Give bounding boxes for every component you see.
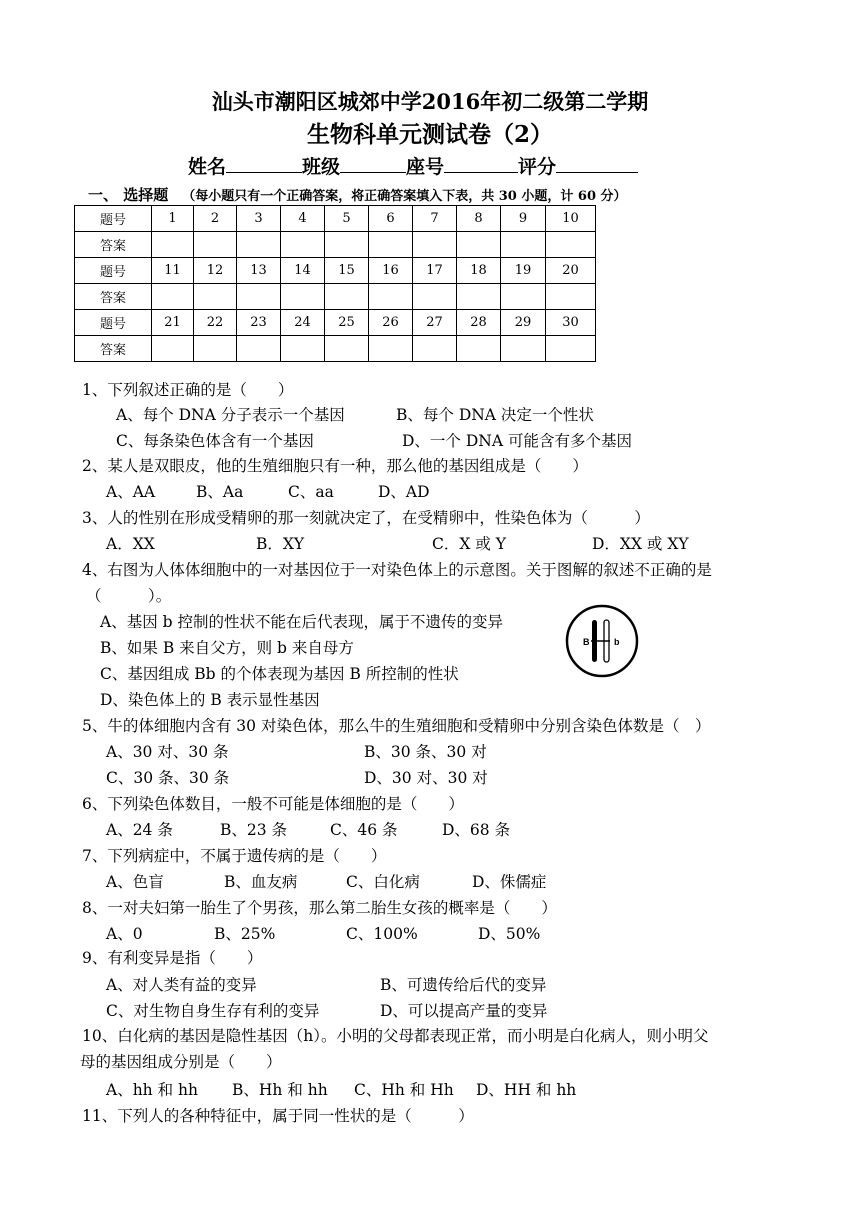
answer-cell[interactable] (194, 284, 237, 310)
question-9-option: D、可以提高产量的变异 (380, 1002, 548, 1020)
question-5-option: D、30 对、30 对 (364, 769, 488, 787)
answer-cell[interactable] (501, 232, 546, 258)
question-number-cell: 13 (237, 258, 281, 284)
gene-label-b: b (614, 637, 620, 647)
question-10-option: A、hh 和 hh (106, 1081, 198, 1099)
name-blank[interactable] (226, 154, 302, 173)
answer-cell[interactable] (501, 336, 546, 362)
question-number-cell: 28 (457, 310, 501, 336)
answer-row-label: 答案 (75, 336, 152, 362)
answer-cell[interactable] (325, 336, 369, 362)
question-10-option: B、Hh 和 hh (232, 1081, 328, 1099)
question-number-cell: 3 (237, 206, 281, 232)
answer-cell[interactable] (325, 232, 369, 258)
question-1-stem: 1、下列叙述正确的是（ ） (82, 381, 294, 399)
class-label: 班级 (302, 156, 341, 178)
question-number-cell: 25 (325, 310, 369, 336)
question-number-cell: 10 (546, 206, 596, 232)
answer-cell[interactable] (281, 336, 325, 362)
question-8-option: B、25% (214, 925, 276, 943)
question-5-option: A、30 对、30 条 (106, 743, 229, 761)
question-7-option: C、白化病 (346, 873, 420, 891)
answer-cell[interactable] (546, 284, 596, 310)
answer-cell[interactable] (457, 336, 501, 362)
question-3-option: D．XX 或 XY (592, 535, 689, 553)
question-number-cell: 24 (281, 310, 325, 336)
question-5-option: C、30 条、30 条 (106, 769, 230, 787)
question-8-option: A、0 (106, 925, 143, 943)
gene-label-B: B (583, 637, 590, 647)
number-row-label: 题号 (75, 206, 152, 232)
question-3-stem: 3、人的性别在形成受精卵的那一刻就决定了，在受精卵中，性染色体为（ ） (82, 509, 650, 527)
answer-cell[interactable] (546, 336, 596, 362)
question-4-option: C、基因组成 Bb 的个体表现为基因 B 所控制的性状 (100, 665, 459, 683)
question-9-option: A、对人类有益的变异 (106, 976, 257, 994)
question-1-option: A、每个 DNA 分子表示一个基因 (116, 406, 345, 424)
question-number-cell: 23 (237, 310, 281, 336)
question-3-option: B．XY (256, 535, 305, 553)
question-4-option: D、染色体上的 B 表示显性基因 (100, 691, 320, 709)
answer-cell[interactable] (369, 284, 413, 310)
question-6-stem: 6、下列染色体数目，一般不可能是体细胞的是（ ） (82, 795, 464, 813)
question-number-cell: 6 (369, 206, 413, 232)
section-title: 一、 选择题 (88, 186, 169, 204)
question-9-option: B、可遗传给后代的变异 (380, 976, 547, 994)
question-8-option: D、50% (478, 925, 541, 943)
section-heading (88, 184, 627, 205)
answer-cell[interactable] (237, 336, 281, 362)
question-7-option: A、色盲 (106, 873, 164, 891)
question-number-cell: 22 (194, 310, 237, 336)
answer-cell[interactable] (281, 232, 325, 258)
question-5-option: B、30 条、30 对 (364, 743, 487, 761)
question-3-option: C．X 或 Y (432, 535, 506, 553)
answer-row (75, 336, 596, 362)
question-4-stem: 4、右图为人体体细胞中的一对基因位于一对染色体上的示意图。关于图解的叙述不正确的是 (82, 561, 712, 579)
question-4-stem: （ ）。 (86, 587, 172, 605)
question-10-stem: 母的基因组成分别是（ ） (80, 1053, 282, 1071)
answer-cell[interactable] (325, 284, 369, 310)
question-1-option: C、每条染色体含有一个基因 (116, 432, 314, 450)
question-number-cell: 1 (152, 206, 194, 232)
number-row (75, 258, 596, 284)
question-11-stem: 11、下列人的各种特征中，属于同一性状的是（ ） (82, 1107, 474, 1125)
question-number-cell: 26 (369, 310, 413, 336)
seat-blank[interactable] (444, 154, 518, 173)
question-2-option: B、Aa (196, 483, 244, 501)
seat-label: 座号 (406, 156, 445, 178)
student-info-line (188, 152, 638, 179)
answer-row-label: 答案 (75, 284, 152, 310)
answer-table (74, 205, 596, 362)
question-8-option: C、100% (346, 925, 418, 943)
question-6-option: C、46 条 (330, 821, 398, 839)
answer-row (75, 232, 596, 258)
answer-cell[interactable] (281, 284, 325, 310)
question-10-option: C、Hh 和 Hh (354, 1081, 454, 1099)
answer-cell[interactable] (369, 336, 413, 362)
question-number-cell: 19 (501, 258, 546, 284)
question-1-option: D、一个 DNA 可能含有多个基因 (402, 432, 632, 450)
question-number-cell: 30 (546, 310, 596, 336)
question-9-option: C、对生物自身生存有利的变异 (106, 1002, 320, 1020)
section-note: （每小题只有一个正确答案，将正确答案填入下表，共 30 小题，计 60 分） (182, 189, 627, 204)
answer-cell[interactable] (413, 232, 457, 258)
answer-cell[interactable] (237, 284, 281, 310)
answer-cell[interactable] (369, 232, 413, 258)
question-number-cell: 9 (501, 206, 546, 232)
question-7-option: B、血友病 (224, 873, 298, 891)
answer-cell[interactable] (413, 336, 457, 362)
score-label: 评分 (518, 156, 557, 178)
answer-row-label: 答案 (75, 232, 152, 258)
question-7-stem: 7、下列病症中，不属于遗传病的是（ ） (82, 847, 387, 865)
question-number-cell: 11 (152, 258, 194, 284)
question-2-stem: 2、某人是双眼皮，他的生殖细胞只有一种，那么他的基因组成是（ ） (82, 457, 588, 475)
number-row (75, 206, 596, 232)
question-10-stem: 10、白化病的基因是隐性基因（h）。小明的父母都表现正常，而小明是白化病人，则小明父 (82, 1027, 709, 1045)
chromosome-figure (564, 603, 640, 679)
answer-cell[interactable] (152, 336, 194, 362)
answer-cell[interactable] (237, 232, 281, 258)
question-7-option: D、侏儒症 (472, 873, 547, 891)
question-number-cell: 4 (281, 206, 325, 232)
answer-cell[interactable] (501, 284, 546, 310)
title-line-2: 生物科单元测试卷（2） (306, 121, 553, 148)
question-1-option: B、每个 DNA 决定一个性状 (396, 406, 594, 424)
answer-cell[interactable] (152, 232, 194, 258)
question-number-cell: 21 (152, 310, 194, 336)
question-number-cell: 12 (194, 258, 237, 284)
name-label: 姓名 (188, 156, 227, 178)
answer-cell[interactable] (194, 232, 237, 258)
question-6-option: A、24 条 (106, 821, 173, 839)
question-5-stem: 5、牛的体细胞内含有 30 对染色体，那么牛的生殖细胞和受精卵中分别含染色体数是（ ） (82, 717, 711, 735)
question-6-option: D、68 条 (442, 821, 511, 839)
answer-cell[interactable] (194, 336, 237, 362)
question-6-option: B、23 条 (220, 821, 288, 839)
answer-cell[interactable] (546, 232, 596, 258)
question-10-option: D、HH 和 hh (476, 1081, 577, 1099)
question-number-cell: 17 (413, 258, 457, 284)
question-3-option: A．XX (106, 535, 155, 553)
answer-cell[interactable] (457, 232, 501, 258)
score-blank[interactable] (556, 154, 638, 173)
title-line-1: 汕头市潮阳区城郊中学2016年初二级第二学期 (211, 89, 649, 114)
number-row-label: 题号 (75, 310, 152, 336)
question-number-cell: 5 (325, 206, 369, 232)
question-number-cell: 8 (457, 206, 501, 232)
question-number-cell: 16 (369, 258, 413, 284)
question-2-option: D、AD (378, 483, 430, 501)
answer-cell[interactable] (413, 284, 457, 310)
question-number-cell: 27 (413, 310, 457, 336)
question-4-option: B、如果 B 来自父方，则 b 来自母方 (100, 639, 354, 657)
answer-cell[interactable] (457, 284, 501, 310)
class-blank[interactable] (340, 154, 406, 173)
question-number-cell: 18 (457, 258, 501, 284)
question-number-cell: 7 (413, 206, 457, 232)
question-number-cell: 2 (194, 206, 237, 232)
question-9-stem: 9、有利变异是指（ ） (82, 949, 263, 967)
question-2-option: C、aa (288, 483, 334, 501)
question-number-cell: 15 (325, 258, 369, 284)
question-number-cell: 20 (546, 258, 596, 284)
number-row (75, 310, 596, 336)
question-4-option: A、基因 b 控制的性状不能在后代表现，属于不遗传的变异 (100, 613, 503, 631)
answer-row (75, 284, 596, 310)
question-8-stem: 8、一对夫妇第一胎生了个男孩，那么第二胎生女孩的概率是（ ） (82, 899, 557, 917)
question-2-option: A、AA (106, 483, 156, 501)
question-number-cell: 29 (501, 310, 546, 336)
number-row-label: 题号 (75, 258, 152, 284)
question-number-cell: 14 (281, 258, 325, 284)
answer-cell[interactable] (152, 284, 194, 310)
